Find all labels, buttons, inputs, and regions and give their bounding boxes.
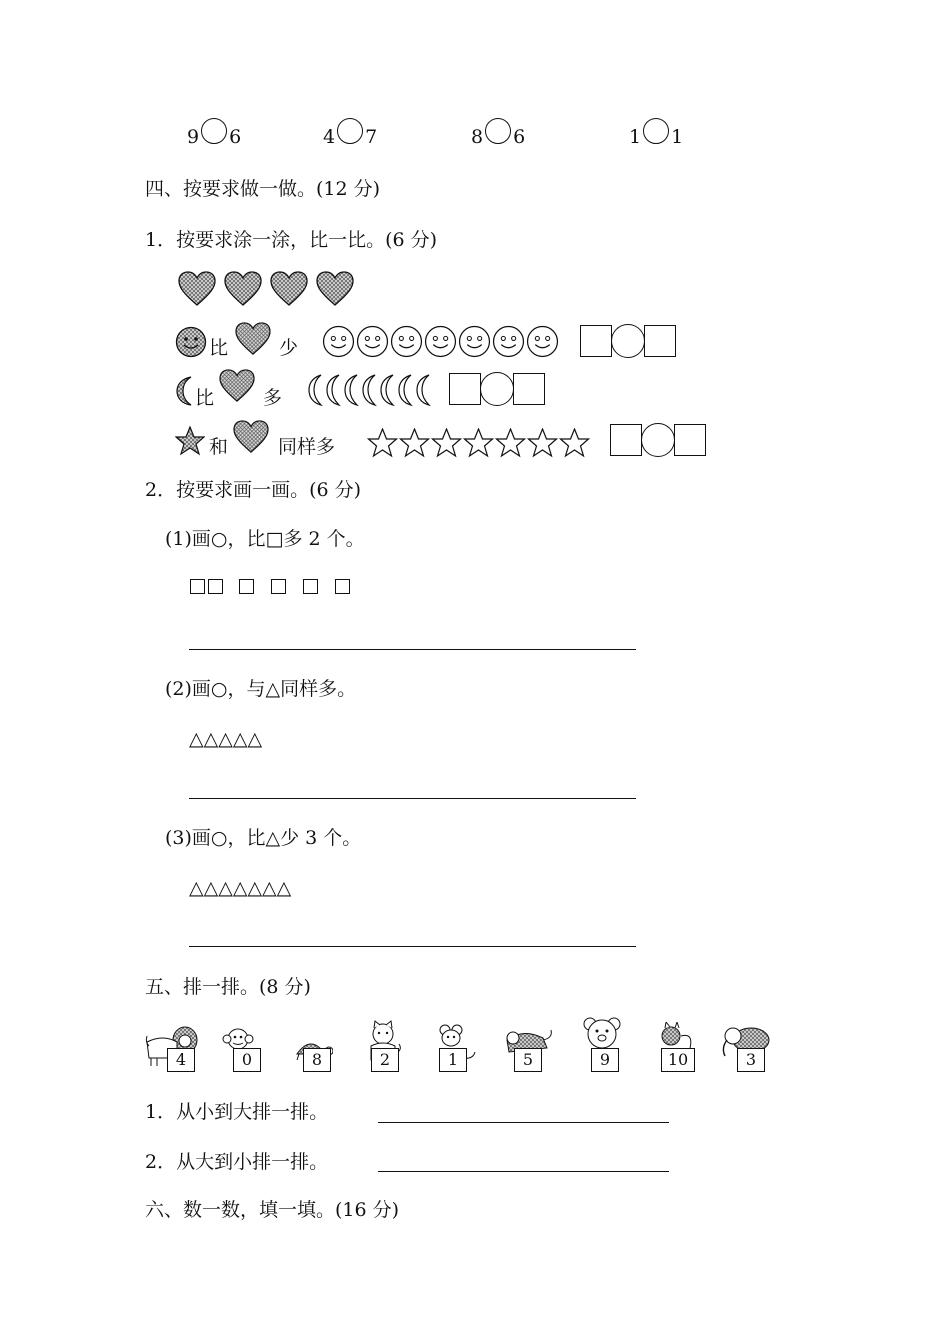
label-bi: 比 xyxy=(195,387,215,409)
drawing-line[interactable] xyxy=(189,798,636,799)
crescent-moon-icon xyxy=(343,373,360,407)
smiley-icon xyxy=(175,326,207,358)
number-box: 8 xyxy=(303,1048,331,1072)
smiley-icon xyxy=(424,325,457,358)
answer-box[interactable] xyxy=(580,325,612,357)
heart-row xyxy=(178,271,354,307)
label-shao: 少 xyxy=(279,337,299,359)
answer-circle[interactable] xyxy=(611,324,645,358)
heart-icon xyxy=(224,271,262,307)
label-he: 和 xyxy=(209,436,229,458)
heart-icon xyxy=(233,420,269,454)
drawing-line[interactable] xyxy=(189,946,636,947)
crescent-moon-icon xyxy=(415,373,432,407)
answer-circle[interactable] xyxy=(480,372,514,406)
compare-right: 6 xyxy=(513,126,526,148)
number-box: 4 xyxy=(167,1048,195,1072)
label-tongyangduo: 同样多 xyxy=(278,436,336,458)
drawing-line[interactable] xyxy=(189,649,636,650)
smiley-icon xyxy=(492,325,525,358)
smiley-group xyxy=(322,325,559,358)
star-icon xyxy=(367,428,398,458)
section4-q1-title: 1．按要求涂一涂，比一比。(6 分) xyxy=(145,229,438,251)
answer-box[interactable] xyxy=(644,325,676,357)
compare-item-4 xyxy=(629,118,683,148)
heart-icon xyxy=(219,369,255,403)
compare-left: 1 xyxy=(629,126,642,148)
section6-title: 六、数一数，填一填。(16 分) xyxy=(145,1199,400,1221)
answer-box-group xyxy=(580,324,676,358)
square-shape xyxy=(335,579,350,594)
section4-q2-title: 2．按要求画一画。(6 分) xyxy=(145,479,362,501)
star-icon xyxy=(527,428,558,458)
answer-box[interactable] xyxy=(610,424,642,456)
answer-box-group xyxy=(610,423,706,457)
square-shape xyxy=(208,579,223,594)
square-shape xyxy=(303,579,318,594)
triangle-row: △△△△△ xyxy=(189,728,263,750)
section4-title: 四、按要求做一做。(12 分) xyxy=(145,178,381,200)
heart-icon xyxy=(316,271,354,307)
answer-line[interactable] xyxy=(378,1171,669,1172)
heart-icon xyxy=(270,271,308,307)
star-group xyxy=(367,428,590,458)
compare-item-2 xyxy=(323,118,377,148)
smiley-icon xyxy=(356,325,389,358)
square-shape xyxy=(239,579,254,594)
animal-number-row xyxy=(143,1020,783,1080)
star-icon xyxy=(431,428,462,458)
smiley-icon xyxy=(390,325,423,358)
square-row xyxy=(190,579,350,594)
compare-row-star xyxy=(175,420,895,464)
smiley-icon xyxy=(526,325,559,358)
q2-part1-prompt: (1)画○，比□多 2 个。 xyxy=(165,528,365,550)
answer-box[interactable] xyxy=(674,424,706,456)
label-duo: 多 xyxy=(263,387,283,409)
answer-box[interactable] xyxy=(513,373,545,405)
crescent-moon-icon xyxy=(175,375,197,407)
compare-row-moon xyxy=(175,369,895,413)
number-box: 3 xyxy=(737,1048,765,1072)
q2-part3-prompt: (3)画○，比△少 3 个。 xyxy=(165,827,362,849)
compare-right: 7 xyxy=(365,126,378,148)
compare-row-smiley xyxy=(175,322,895,362)
crescent-moon-icon xyxy=(397,373,414,407)
answer-line[interactable] xyxy=(378,1122,669,1123)
number-box: 10 xyxy=(661,1048,695,1072)
compare-blank-circle[interactable] xyxy=(337,118,363,144)
crescent-moon-icon xyxy=(361,373,378,407)
smiley-icon xyxy=(458,325,491,358)
smiley-icon xyxy=(322,325,355,358)
compare-blank-circle[interactable] xyxy=(643,118,669,144)
answer-box[interactable] xyxy=(449,373,481,405)
section5-title: 五、排一排。(8 分) xyxy=(145,976,311,998)
compare-item-3 xyxy=(471,118,525,148)
star-icon xyxy=(463,428,494,458)
crescent-moon-icon xyxy=(325,373,342,407)
square-shape xyxy=(190,579,205,594)
number-box: 1 xyxy=(439,1048,467,1072)
crescent-moon-icon xyxy=(307,373,324,407)
number-box: 9 xyxy=(591,1048,619,1072)
heart-icon xyxy=(178,271,216,307)
number-box: 2 xyxy=(371,1048,399,1072)
label-bi: 比 xyxy=(209,337,229,359)
star-icon xyxy=(495,428,526,458)
compare-blank-circle[interactable] xyxy=(201,118,227,144)
triangle-row: △△△△△△△ xyxy=(189,877,292,899)
heart-icon xyxy=(235,322,271,356)
compare-right: 6 xyxy=(229,126,242,148)
moon-group xyxy=(307,373,432,407)
q2-part2-prompt: (2)画○，与△同样多。 xyxy=(165,678,357,700)
section5-q1: 1．从小到大排一排。 xyxy=(145,1101,329,1123)
compare-left: 9 xyxy=(187,126,200,148)
square-shape xyxy=(271,579,286,594)
number-box: 0 xyxy=(233,1048,261,1072)
compare-item-1 xyxy=(187,118,241,148)
star-icon xyxy=(399,428,430,458)
compare-blank-circle[interactable] xyxy=(485,118,511,144)
star-icon xyxy=(175,426,205,456)
number-box: 5 xyxy=(514,1048,542,1072)
star-icon xyxy=(559,428,590,458)
answer-circle[interactable] xyxy=(641,423,675,457)
compare-left: 4 xyxy=(323,126,336,148)
compare-left: 8 xyxy=(471,126,484,148)
answer-box-group xyxy=(449,372,545,406)
section5-q2: 2．从大到小排一排。 xyxy=(145,1151,329,1173)
compare-right: 1 xyxy=(671,126,684,148)
crescent-moon-icon xyxy=(379,373,396,407)
